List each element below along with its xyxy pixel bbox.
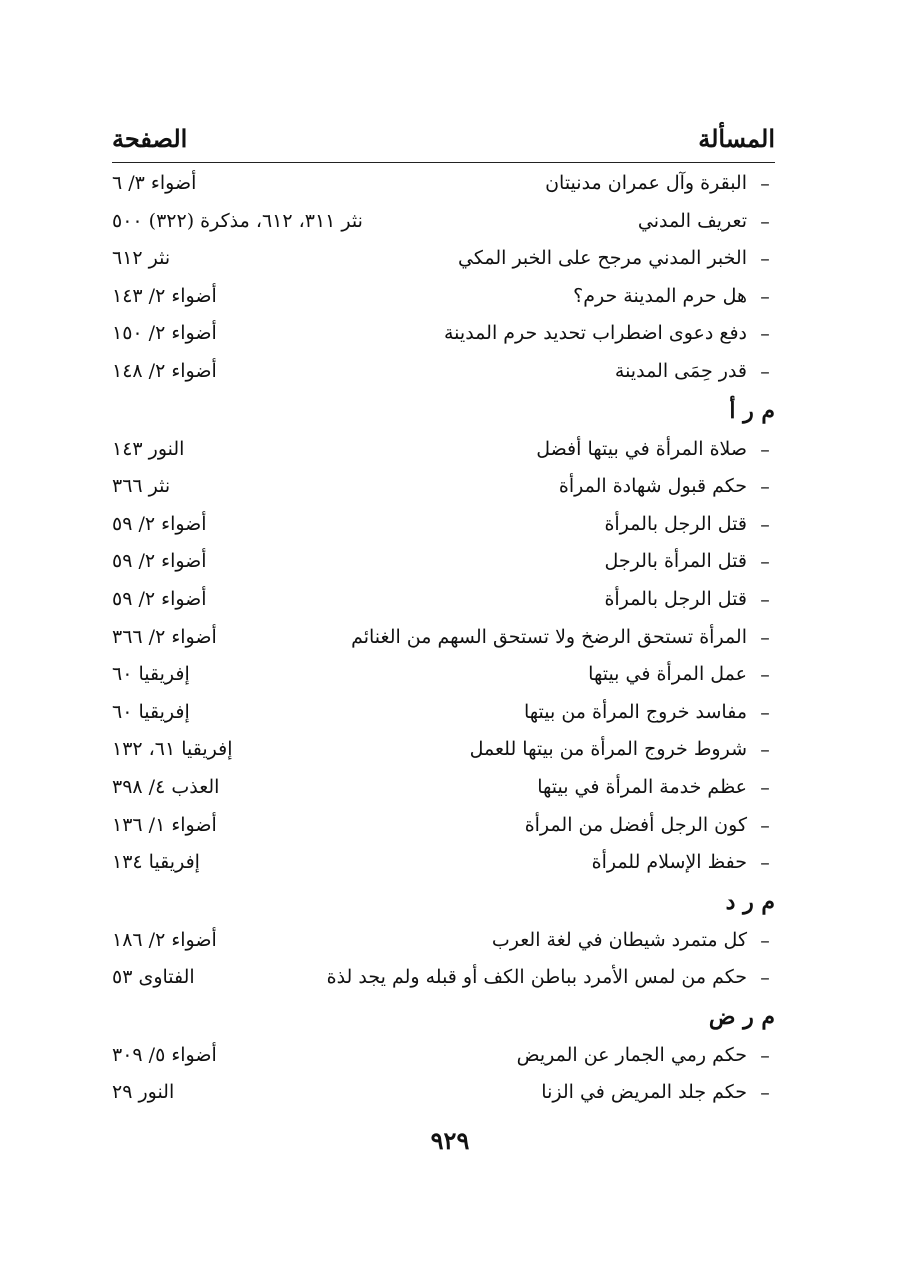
- entry-page-reference: إفريقيا ١٣٤: [112, 851, 200, 874]
- entry-issue-text: دفع دعوى اضطراب تحديد حرم المدينة: [444, 322, 747, 345]
- index-entry: [112, 432, 775, 470]
- bullet-dash: –: [760, 739, 770, 762]
- entry-issue-text: عظم خدمة المرأة في بيتها: [537, 775, 747, 798]
- bullet-dash: –: [760, 701, 770, 724]
- entry-page-reference: أضواء ٢/ ٥٩: [112, 587, 207, 610]
- index-list: [112, 166, 775, 1113]
- entry-page-reference: إفريقيا ٦١، ١٣٢: [112, 738, 233, 761]
- entry-issue-text: حكم من لمس الأمرد بباطن الكف أو قبله ولم يجد لذة: [326, 966, 747, 989]
- section-root-letters: م ر ض: [708, 1003, 775, 1030]
- entry-issue-text: حكم جلد المريض في الزنا: [541, 1081, 747, 1104]
- bullet-dash: –: [760, 210, 770, 233]
- entry-issue-text: كل متمرد شيطان في لغة العرب: [491, 928, 747, 951]
- bullet-dash: –: [760, 929, 770, 952]
- index-entry: [112, 657, 775, 695]
- bullet-dash: –: [760, 967, 770, 990]
- issue-column-title: المسألة: [698, 124, 775, 153]
- bullet-dash: –: [760, 776, 770, 799]
- entry-issue-text: قتل الرجل بالمرأة: [604, 587, 747, 610]
- index-entry: [112, 354, 775, 392]
- entry-issue-text: هل حرم المدينة حرم؟: [573, 284, 747, 307]
- section-root-letters: م ر أ: [729, 397, 775, 424]
- entry-page-reference: إفريقيا ٦٠: [112, 663, 190, 686]
- entry-issue-text: قتل الرجل بالمرأة: [604, 512, 747, 535]
- entry-page-reference: نثر ٣١١، ٦١٢، مذكرة (٣٢٢) ٥٠٠: [112, 209, 363, 232]
- index-entry: [112, 166, 775, 204]
- entry-issue-text: تعريف المدني: [637, 209, 747, 232]
- index-entry: [112, 695, 775, 733]
- entry-page-reference: أضواء ٣/ ٦: [112, 172, 197, 194]
- entry-page-reference: النور ٢٩: [112, 1081, 175, 1104]
- bullet-dash: –: [760, 513, 770, 536]
- entry-page-reference: أضواء ٢/ ١٤٨: [112, 359, 217, 382]
- index-entry: [112, 241, 775, 279]
- bullet-dash: –: [760, 173, 770, 195]
- entry-issue-text: قتل المرأة بالرجل: [604, 550, 747, 573]
- bullet-dash: –: [760, 323, 770, 346]
- header-divider: [112, 162, 775, 163]
- entry-page-reference: نثر ٣٦٦: [112, 475, 171, 498]
- section-heading: [112, 883, 775, 923]
- bullet-dash: –: [760, 551, 770, 574]
- index-entry: [112, 732, 775, 770]
- index-entry: [112, 582, 775, 620]
- entry-page-reference: أضواء ٢/ ٥٩: [112, 550, 207, 573]
- bullet-dash: –: [760, 360, 770, 383]
- index-entry: [112, 544, 775, 582]
- index-entry: [112, 316, 775, 354]
- index-entry: [112, 923, 775, 961]
- entry-issue-text: كون الرجل أفضل من المرأة: [524, 813, 747, 836]
- bullet-dash: –: [760, 476, 770, 499]
- bullet-dash: –: [760, 1082, 770, 1105]
- section-root-letters: م ر د: [725, 888, 775, 915]
- entry-issue-text: حفظ الإسلام للمرأة: [591, 851, 747, 874]
- index-entry: [112, 469, 775, 507]
- entry-issue-text: الخبر المدني مرجح على الخبر المكي: [458, 247, 747, 270]
- bullet-dash: –: [760, 814, 770, 837]
- entry-page-reference: أضواء ٢/ ٣٦٦: [112, 625, 217, 648]
- entry-page-reference: النور ١٤٣: [112, 437, 185, 460]
- bullet-dash: –: [760, 248, 770, 271]
- entry-issue-text: حكم قبول شهادة المرأة: [558, 475, 747, 498]
- entry-page-reference: أضواء ٢/ ١٥٠: [112, 322, 217, 345]
- index-entry: [112, 620, 775, 658]
- entry-issue-text: صلاة المرأة في بيتها أفضل: [536, 437, 747, 460]
- bullet-dash: –: [760, 438, 770, 461]
- entry-issue-text: مفاسد خروج المرأة من بيتها: [523, 700, 747, 723]
- page-number: ٩٢٩: [430, 1126, 470, 1155]
- index-entry: [112, 279, 775, 317]
- index-entry: [112, 507, 775, 545]
- index-entry: [112, 960, 775, 998]
- entry-issue-text: البقرة وآل عمران مدنيتان: [545, 172, 747, 194]
- bullet-dash: –: [760, 285, 770, 308]
- entry-page-reference: نثر ٦١٢: [112, 247, 171, 270]
- page-column-title: الصفحة: [112, 124, 188, 153]
- index-entry: [112, 1075, 775, 1113]
- index-entry: [112, 770, 775, 808]
- entry-issue-text: المرأة تستحق الرضخ ولا تستحق السهم من الغنائم: [351, 625, 747, 648]
- section-heading: [112, 998, 775, 1038]
- index-entry: [112, 1038, 775, 1076]
- bullet-dash: –: [760, 664, 770, 687]
- entry-issue-text: قدر حِمَى المدينة: [614, 359, 747, 382]
- entry-page-reference: إفريقيا ٦٠: [112, 700, 190, 723]
- bullet-dash: –: [760, 588, 770, 611]
- index-entry: [112, 204, 775, 242]
- entry-page-reference: أضواء ٢/ ١٨٦: [112, 928, 217, 951]
- entry-page-reference: أضواء ٢/ ١٤٣: [112, 284, 217, 307]
- index-entry: [112, 845, 775, 883]
- bullet-dash: –: [760, 852, 770, 875]
- column-header: [112, 124, 775, 160]
- entry-issue-text: عمل المرأة في بيتها: [588, 663, 747, 686]
- entry-page-reference: أضواء ٢/ ٥٩: [112, 512, 207, 535]
- bullet-dash: –: [760, 1044, 770, 1067]
- entry-page-reference: أضواء ١/ ١٣٦: [112, 813, 217, 836]
- bullet-dash: –: [760, 626, 770, 649]
- entry-issue-text: شروط خروج المرأة من بيتها للعمل: [469, 738, 747, 761]
- entry-issue-text: حكم رمي الجمار عن المريض: [516, 1043, 747, 1066]
- entry-page-reference: العذب ٤/ ٣٩٨: [112, 775, 220, 798]
- entry-page-reference: أضواء ٥/ ٣٠٩: [112, 1043, 217, 1066]
- section-heading: [112, 392, 775, 432]
- entry-page-reference: الفتاوى ٥٣: [112, 966, 195, 989]
- index-entry: [112, 808, 775, 846]
